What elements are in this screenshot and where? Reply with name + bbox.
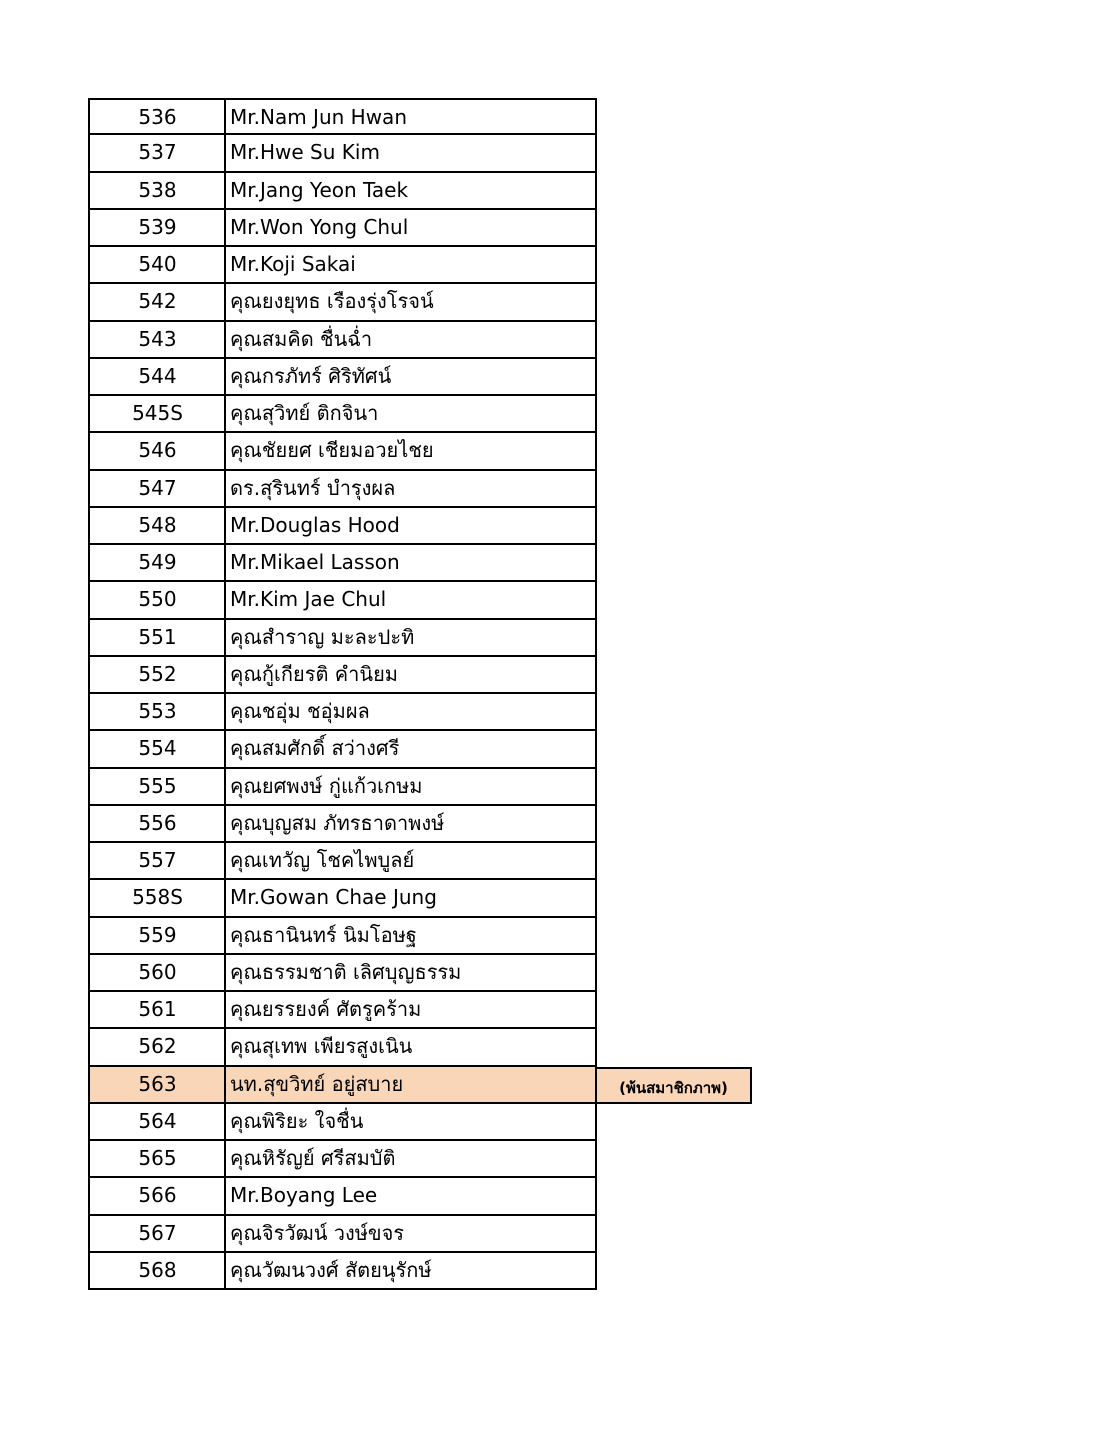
member-name: คุณกรภัทร์ ศิริทัศน์ — [224, 359, 597, 396]
member-name: Mr.Mikael Lasson — [224, 545, 597, 582]
member-number: 550 — [88, 582, 225, 619]
member-name: Mr.Jang Yeon Taek — [224, 173, 597, 210]
member-number: 558S — [88, 880, 225, 917]
member-name: คุณหิรัญย์ ศรีสมบัติ — [224, 1141, 597, 1178]
member-name: คุณยรรยงค์ ศัตรูคร้าม — [224, 992, 597, 1029]
member-number: 557 — [88, 843, 225, 880]
member-name: คุณยศพงษ์ กู่แก้วเกษม — [224, 769, 597, 806]
member-number: 568 — [88, 1253, 225, 1290]
member-number: 544 — [88, 359, 225, 396]
member-name: คุณยงยุทธ เรืองรุ่งโรจน์ — [224, 284, 597, 321]
member-name: คุณสุวิทย์ ติกจินา — [224, 396, 597, 433]
member-name: Mr.Koji Sakai — [224, 247, 597, 284]
member-number: 551 — [88, 620, 225, 657]
member-name: Mr.Gowan Chae Jung — [224, 880, 597, 917]
member-number: 556 — [88, 806, 225, 843]
member-name: คุณบุญสม ภัทรธาดาพงษ์ — [224, 806, 597, 843]
member-number: 542 — [88, 284, 225, 321]
member-name: คุณสมศักดิ์ สว่างศรี — [224, 731, 597, 768]
member-number: 554 — [88, 731, 225, 768]
member-number: 545S — [88, 396, 225, 433]
member-name: Mr.Boyang Lee — [224, 1178, 597, 1215]
member-name: คุณพิริยะ ใจชื่น — [224, 1104, 597, 1141]
member-name: Mr.Nam Jun Hwan — [224, 98, 597, 135]
member-number: 561 — [88, 992, 225, 1029]
member-number: 546 — [88, 433, 225, 470]
member-name: คุณธรรมชาติ เลิศบุญธรรม — [224, 955, 597, 992]
member-name: คุณสมคิด ชื่นฉ่ำ — [224, 322, 597, 359]
member-number: 563 — [88, 1067, 225, 1104]
member-name: คุณชัยยศ เชียมอวยไชย — [224, 433, 597, 470]
member-name: คุณธานินทร์ นิมโอษฐ — [224, 918, 597, 955]
member-number: 565 — [88, 1141, 225, 1178]
member-name: คุณกู้เกียรติ คำนิยม — [224, 657, 597, 694]
member-number: 559 — [88, 918, 225, 955]
member-name: Mr.Won Yong Chul — [224, 210, 597, 247]
member-number: 539 — [88, 210, 225, 247]
member-number: 537 — [88, 135, 225, 172]
member-name: Mr.Kim Jae Chul — [224, 582, 597, 619]
member-number: 548 — [88, 508, 225, 545]
member-name: คุณสุเทพ เพียรสูงเนิน — [224, 1029, 597, 1066]
member-number: 566 — [88, 1178, 225, 1215]
member-name: คุณชอุ่ม ชอุ่มผล — [224, 694, 597, 731]
member-name: คุณเทวัญ โชคไพบูลย์ — [224, 843, 597, 880]
member-number: 553 — [88, 694, 225, 731]
member-number: 540 — [88, 247, 225, 284]
member-name: คุณจิรวัฒน์ วงษ์ขจร — [224, 1216, 597, 1253]
membership-status-note: (พ้นสมาชิกภาพ) — [595, 1067, 752, 1104]
member-number: 536 — [88, 98, 225, 135]
member-number: 560 — [88, 955, 225, 992]
member-number: 564 — [88, 1104, 225, 1141]
member-number: 549 — [88, 545, 225, 582]
member-number: 547 — [88, 471, 225, 508]
member-number: 555 — [88, 769, 225, 806]
member-name: ดร.สุรินทร์ บำรุงผล — [224, 471, 597, 508]
member-number: 567 — [88, 1216, 225, 1253]
member-name: นท.สุขวิทย์ อยู่สบาย — [224, 1067, 597, 1104]
member-name: คุณสำราญ มะละปะทิ — [224, 620, 597, 657]
member-name: Mr.Hwe Su Kim — [224, 135, 597, 172]
member-number: 562 — [88, 1029, 225, 1066]
member-number: 552 — [88, 657, 225, 694]
member-name: คุณวัฒนวงศ์ สัตยนุรักษ์ — [224, 1253, 597, 1290]
member-number: 538 — [88, 173, 225, 210]
member-name: Mr.Douglas Hood — [224, 508, 597, 545]
member-number: 543 — [88, 322, 225, 359]
